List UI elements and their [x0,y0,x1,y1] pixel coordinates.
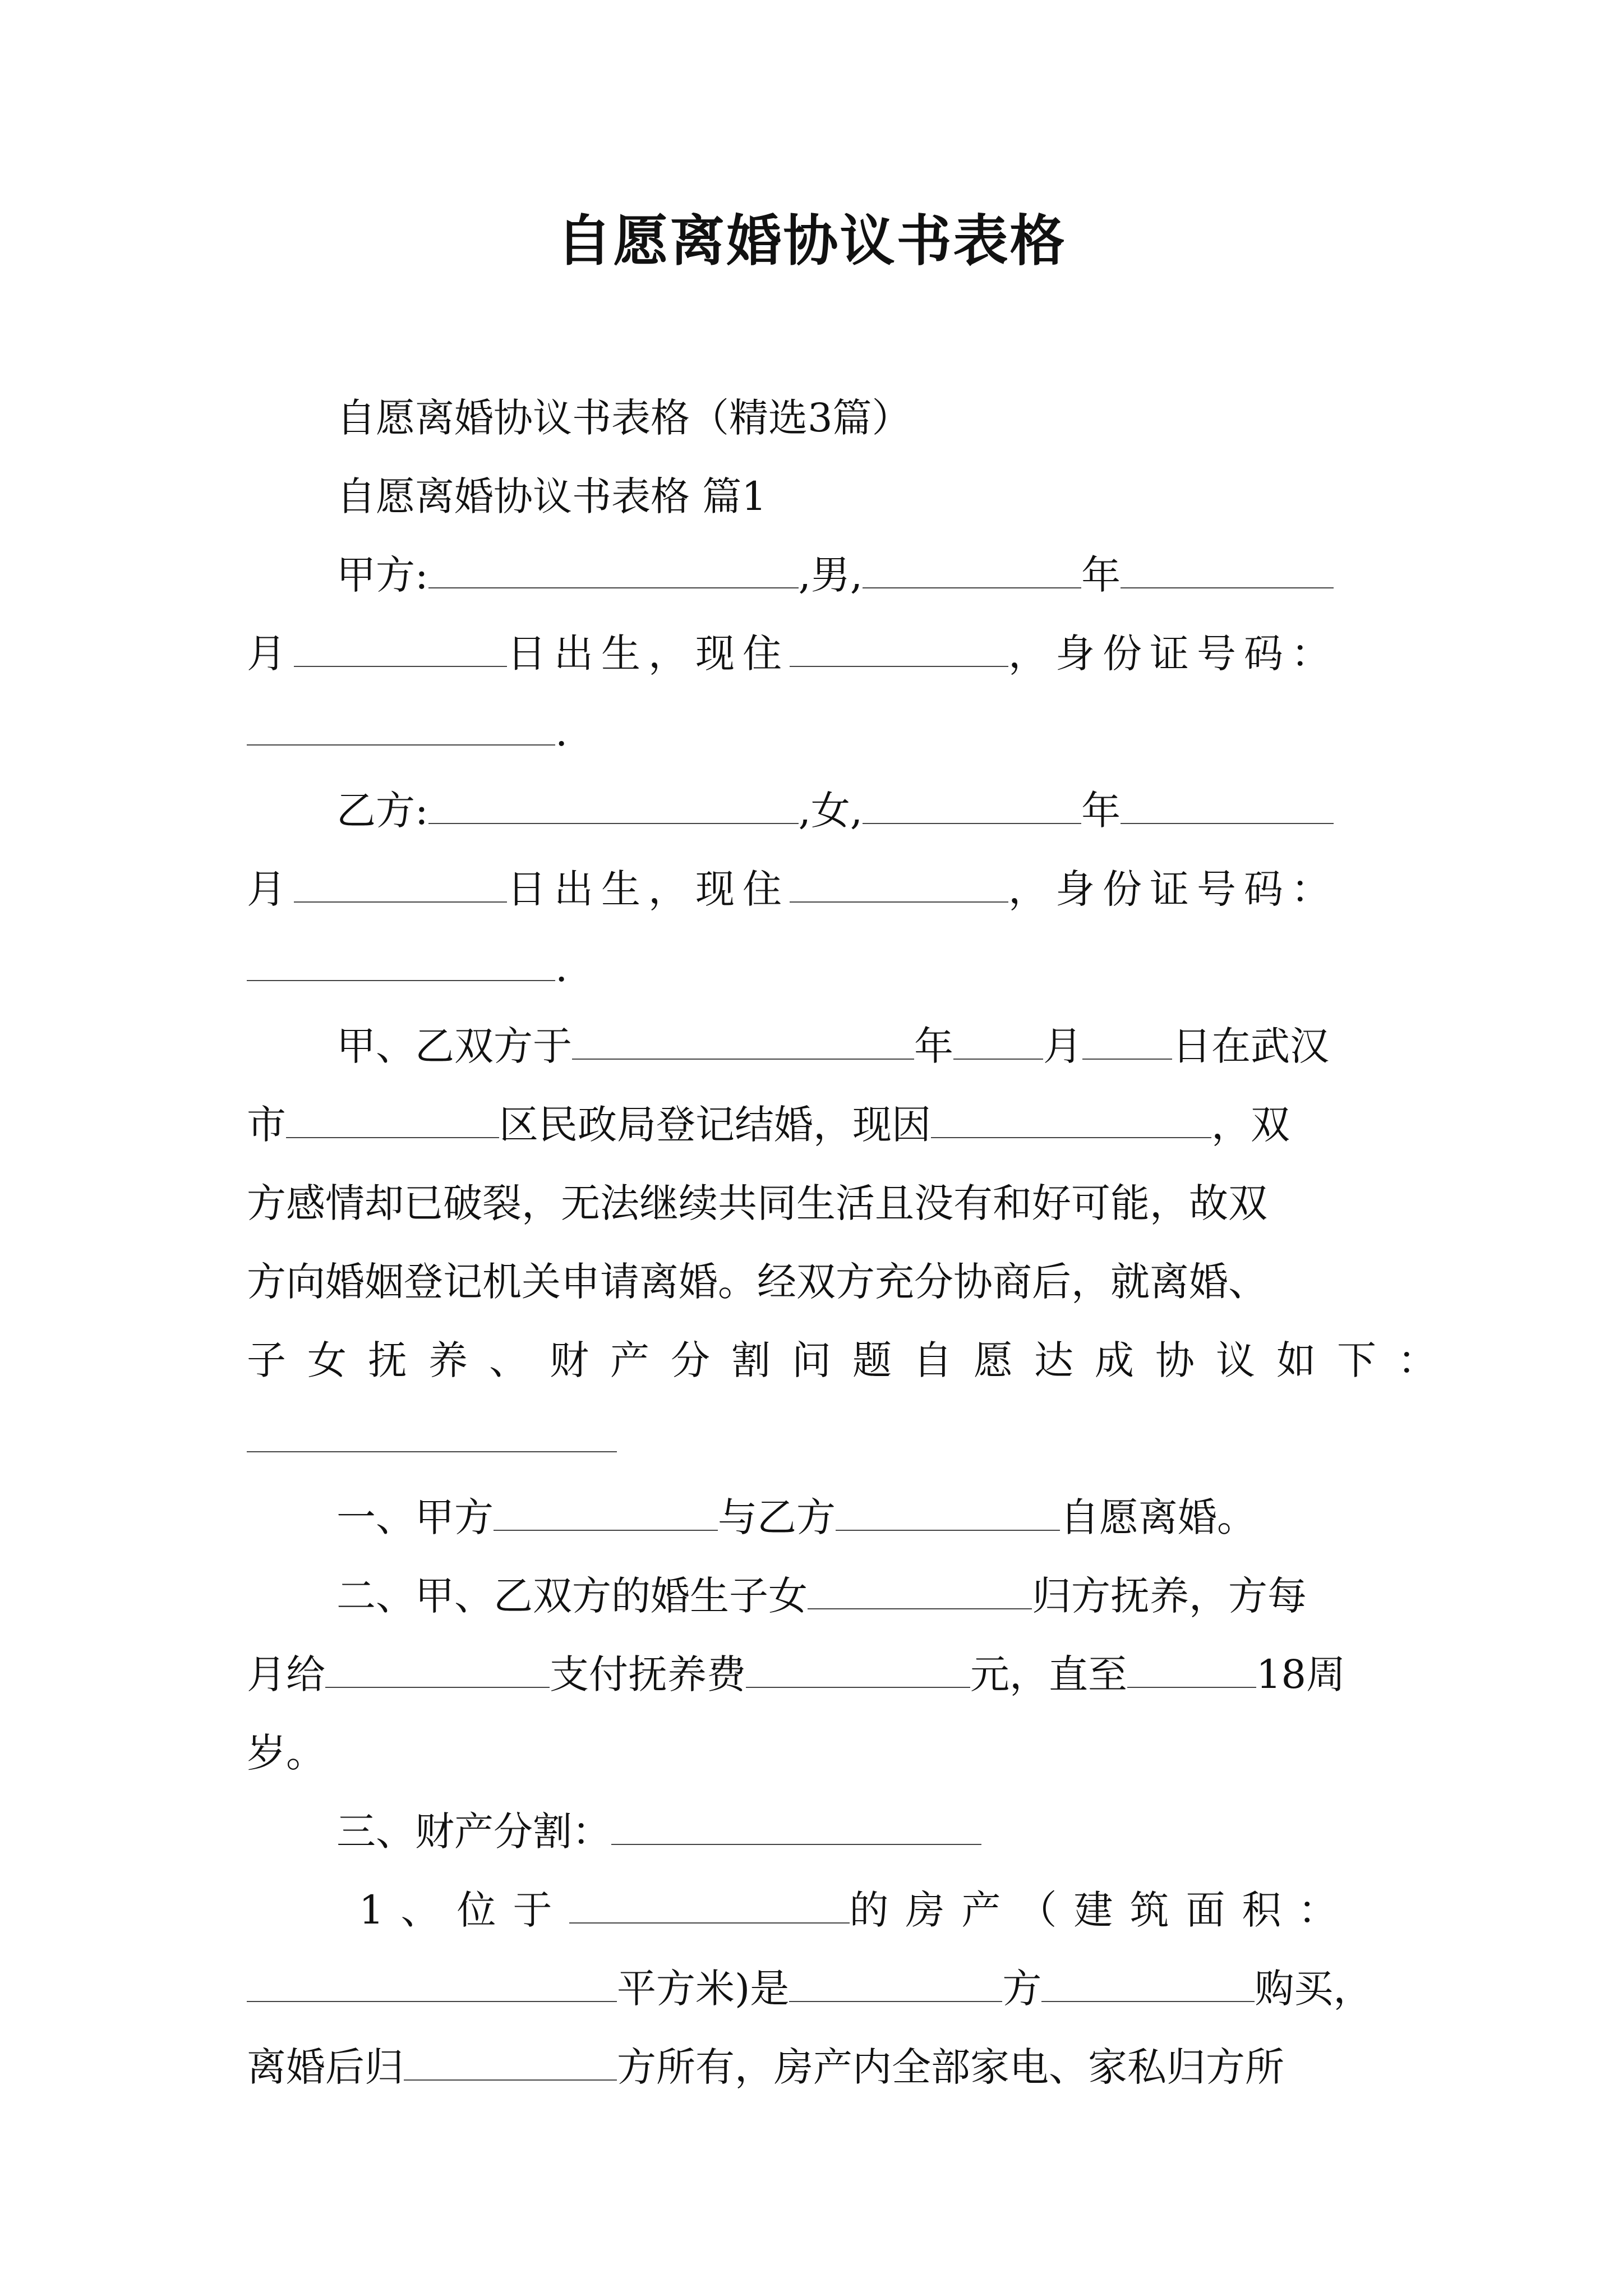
party-a-year-label: 年 [1081,552,1121,598]
party-a-month-blank[interactable] [1121,548,1334,588]
item-2-b: 归方抚养，方每 [1032,1573,1307,1619]
item-3-h7: 方所有，房产内全部家电、家私归方所 [617,2044,1284,2090]
party-b-line-1 [247,780,1385,841]
marriage-pair: ，双 [1211,1102,1290,1148]
marriage-month-blank[interactable] [953,1019,1043,1060]
party-a-address-blank[interactable] [790,627,1008,667]
house-location-blank[interactable] [569,1883,850,1924]
section-heading-text: 自愿离婚协议书表格 篇1 [336,473,767,519]
marriage-line-4: 方向婚姻登记机关申请离婚。经双方充分协商后，就离婚、 [247,1259,1267,1305]
marriage-line-2 [247,1094,1385,1156]
item-1-party-b-blank[interactable] [836,1490,1060,1531]
item-3-line-1 [247,1879,1385,1941]
party-a-line-2 [247,623,1385,684]
party-b-year-blank[interactable] [863,784,1081,824]
party-a-gender: ,男, [798,552,863,598]
item-2-until-blank[interactable] [1127,1648,1256,1688]
agreement-blank-line [247,1408,1385,1470]
item-3-h4: 方 [1002,1966,1042,2012]
party-b-gender: ,女, [798,788,863,834]
party-a-born-live: 日出生，现住 [507,631,790,677]
item-2-e: 元，直至 [970,1651,1127,1697]
marriage-day-city: 日在武汉 [1172,1023,1329,1069]
document-title: 自愿离婚协议书表格 [556,209,1067,273]
marriage-month: 月 [1043,1023,1082,1069]
marriage-date-blank[interactable] [572,1019,914,1060]
marriage-district: 区民政局登记结婚，现因 [499,1102,931,1148]
district-blank[interactable] [286,1098,499,1138]
purchase-blank[interactable] [1041,1962,1255,2002]
party-b-end: . [555,945,568,991]
item-2-payee-blank[interactable] [325,1648,550,1688]
item-1-b: 与乙方 [718,1494,836,1540]
item-2-child-blank[interactable] [808,1569,1032,1609]
owner-blank[interactable] [404,2040,617,2081]
buyer-blank[interactable] [789,1962,1002,2002]
party-a-day-blank[interactable] [294,627,507,667]
item-3-h2: 的房产（建筑面积： [849,1887,1354,1933]
section-heading [247,466,1385,527]
item-1-party-a-blank[interactable] [494,1490,718,1531]
marriage-intro: 甲、乙双方于 [336,1023,572,1069]
agreement-blank[interactable] [247,1412,617,1452]
party-a-id-blank[interactable] [247,705,555,746]
item-1 [247,1487,1385,1548]
party-b-name-blank[interactable] [428,784,799,824]
item-3-a: 三、财产分割： [336,1809,611,1855]
item-1-c: 自愿离婚。 [1060,1494,1256,1540]
subtitle [247,387,1385,449]
item-2-line-3: 岁。 [247,1730,325,1776]
party-b-id-blank[interactable] [247,941,555,981]
party-b-id-label: ，身份证号码： [1008,866,1338,912]
party-b-line-2 [247,858,1385,920]
item-3-h5: 购买， [1255,1966,1373,2012]
party-a-label: 甲方: [336,552,428,598]
party-b-born-live: 日出生，现住 [507,866,790,912]
party-b-address-blank[interactable] [790,862,1008,903]
item-3-heading [247,1801,1385,1862]
party-b-line-3 [247,937,1385,999]
marriage-line-3: 方感情却已破裂，无法继续共同生活且没有和好可能，故双 [247,1180,1267,1226]
party-a-month-label: 月 [247,631,294,677]
item-2-a: 二、甲、乙双方的婚生子女 [336,1573,808,1619]
party-a-line-1 [247,544,1385,606]
marriage-city: 市 [247,1102,286,1148]
item-3-line-3 [247,2036,1385,2098]
party-a-line-3 [247,701,1385,763]
item-3-h6: 离婚后归 [247,2044,404,2090]
subtitle-text: 自愿离婚协议书表格（精选3篇） [336,395,911,441]
item-1-a: 一、甲方 [336,1494,494,1540]
marriage-line-1 [247,1015,1385,1077]
party-a-name-blank[interactable] [428,548,799,588]
marriage-day-blank[interactable] [1082,1019,1172,1060]
item-2-line-1 [247,1565,1385,1627]
item-2-c: 月给 [247,1651,325,1697]
item-3-line-2 [247,1958,1385,2019]
item-2-amount-blank[interactable] [746,1648,970,1688]
marriage-line-5: 子女抚养、财产分割问题自愿达成协议如下： [247,1337,1458,1383]
party-a-end: . [555,709,568,755]
reason-blank[interactable] [931,1098,1211,1138]
item-2-d: 支付抚养费 [550,1651,746,1697]
marriage-year: 年 [914,1023,953,1069]
party-b-year-label: 年 [1081,788,1121,834]
item-2-f: 18周 [1256,1651,1346,1697]
party-b-day-blank[interactable] [294,862,507,903]
item-3-h3: 平方米)是 [617,1966,790,2012]
house-area-blank[interactable] [247,1962,617,2002]
item-3-blank[interactable] [611,1805,981,1845]
party-a-id-label: ，身份证号码： [1008,631,1338,677]
party-a-year-blank[interactable] [863,548,1081,588]
item-2-line-2 [247,1644,1385,1705]
party-b-month-blank[interactable] [1121,784,1334,824]
party-b-label: 乙方: [336,788,428,834]
item-3-h1: 1、位于 [359,1887,569,1933]
party-b-month-label: 月 [247,866,294,912]
